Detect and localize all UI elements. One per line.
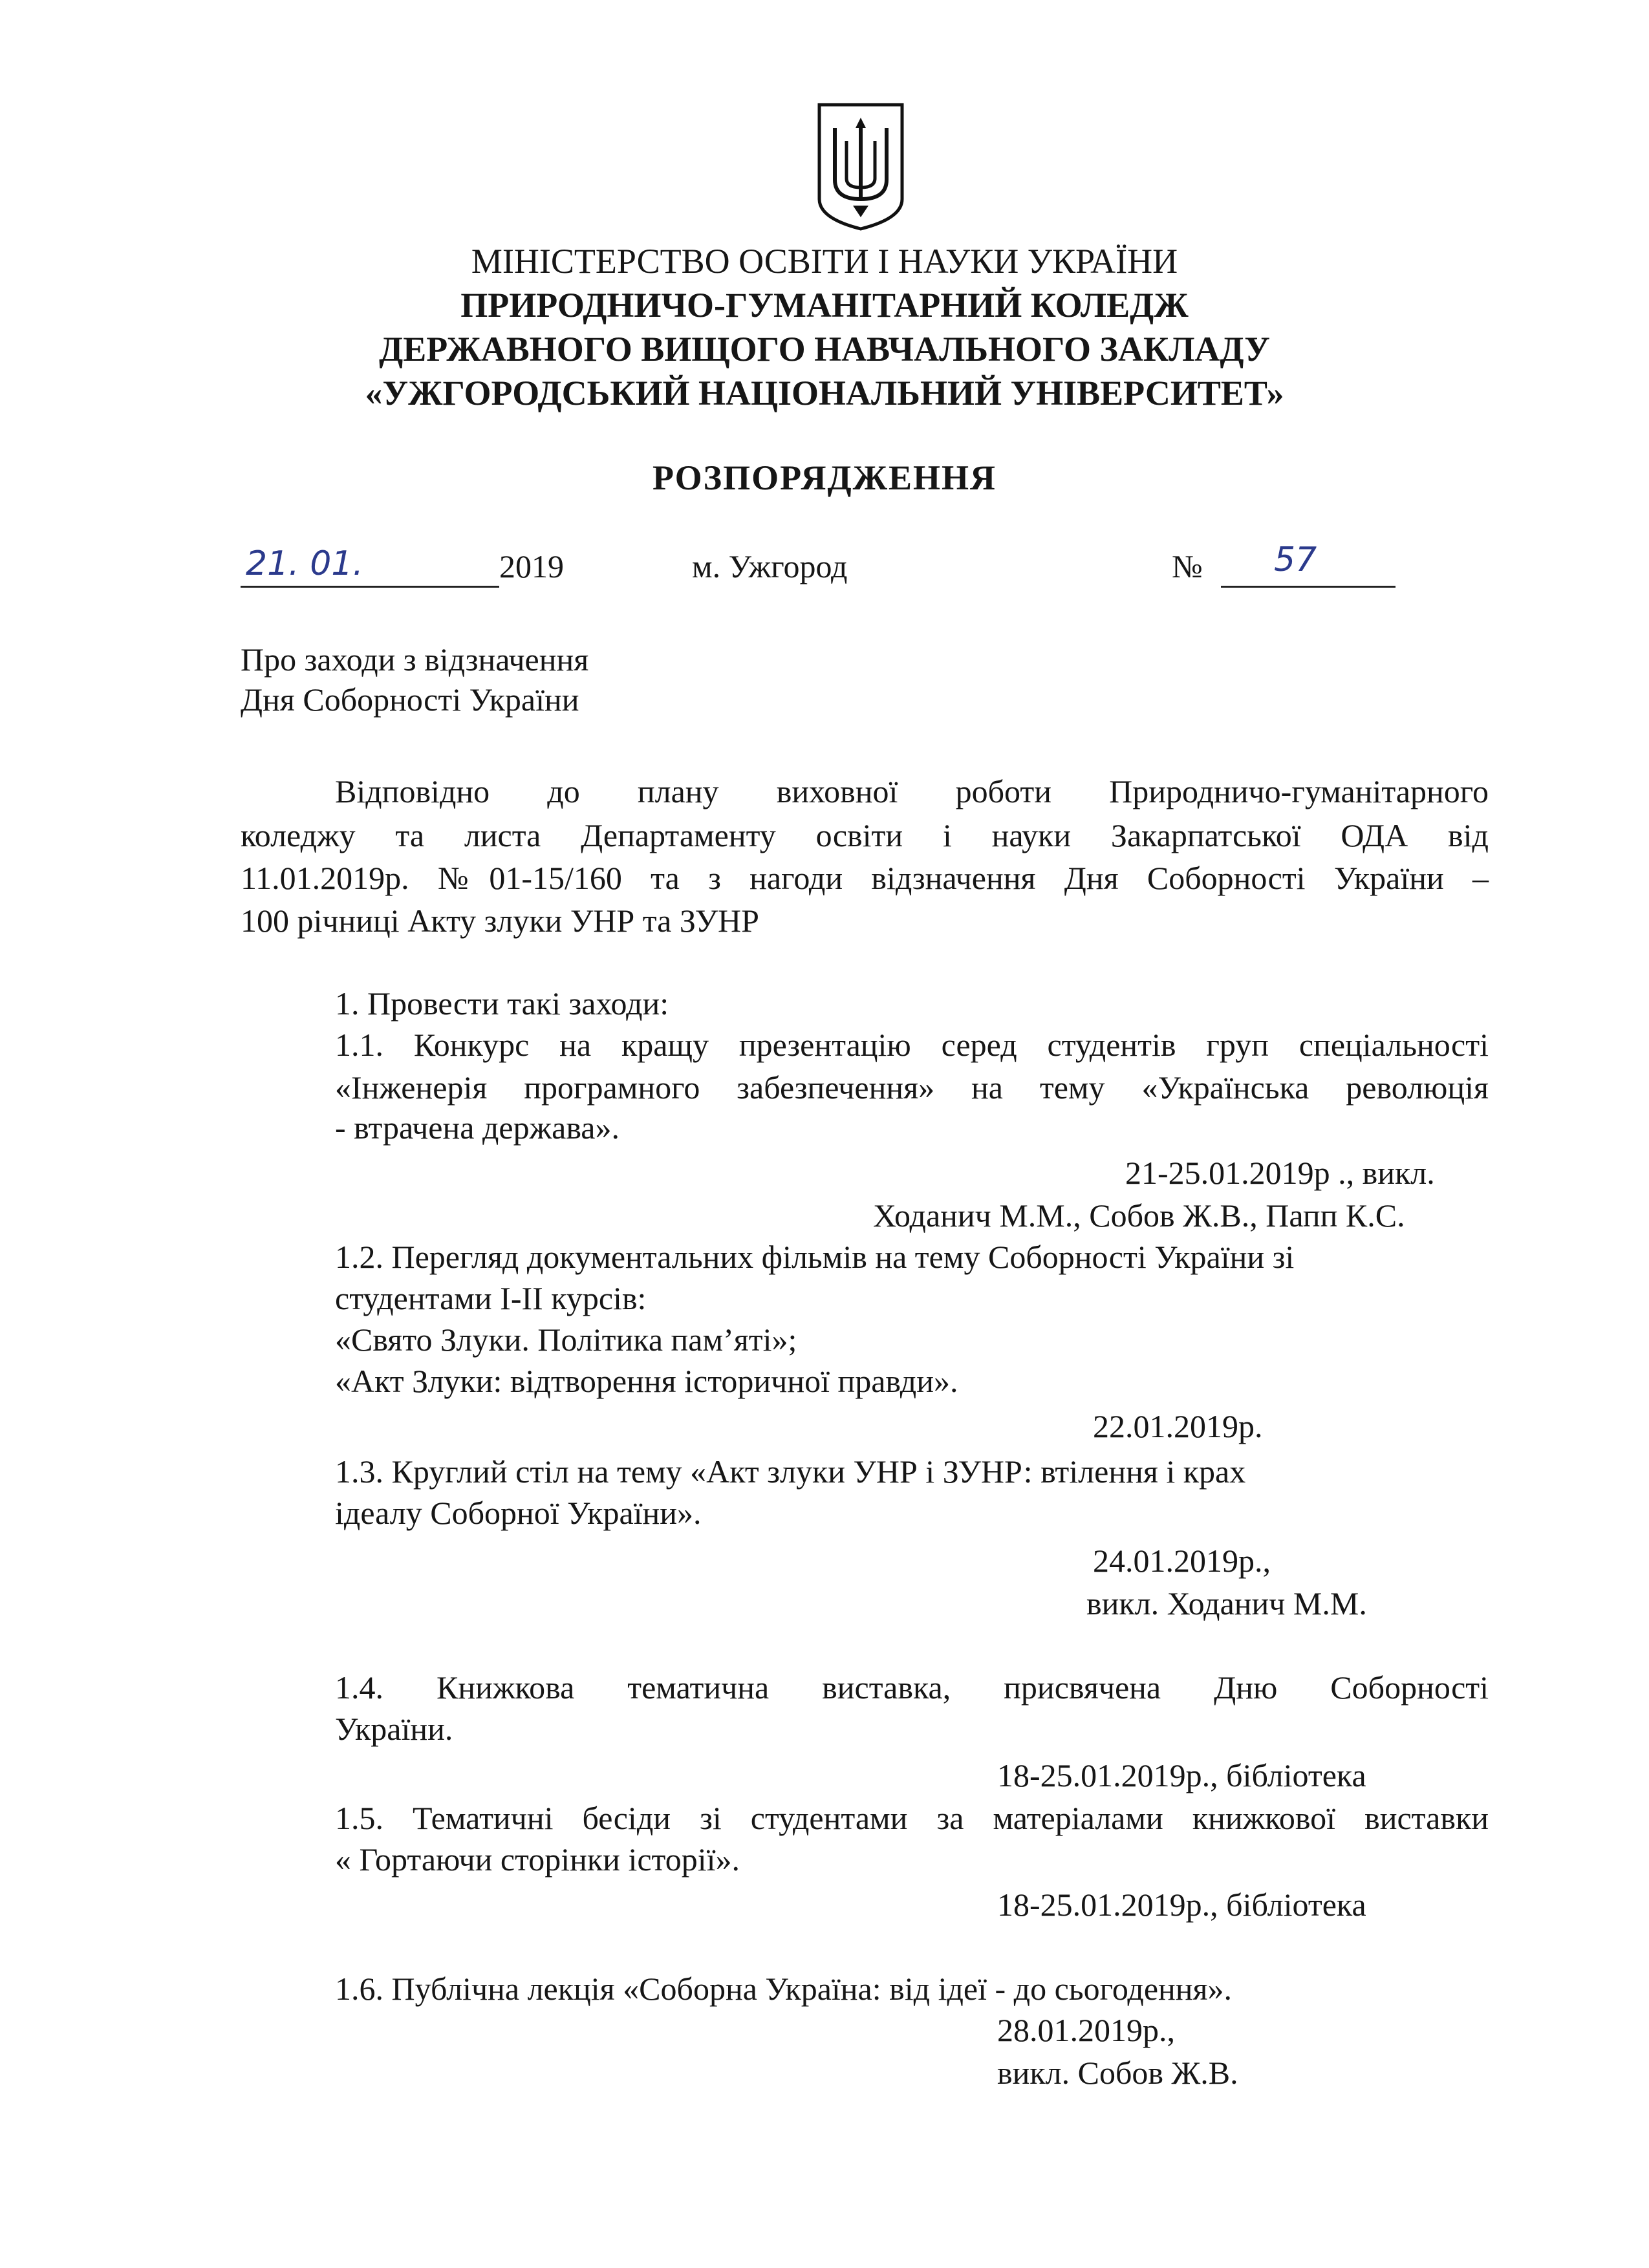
college-name-line-3: «УЖГОРОДСЬКИЙ НАЦІОНАЛЬНИЙ УНІВЕРСИТЕТ»	[365, 374, 1284, 412]
ministry-name: МІНІСТЕРСТВО ОСВІТИ І НАУКИ УКРАЇНИ	[471, 242, 1178, 281]
subject-line-1: Про заходи з відзначення	[241, 641, 589, 678]
item-1-6-responsible: викл. Собов Ж.В.	[997, 2055, 1238, 2091]
number-label: №	[1172, 548, 1203, 584]
preamble-line-3: 11.01.2019р. №01-15/160 та з нагоди відзначення Дня Соборності України –	[241, 860, 1489, 896]
subject-line-2: Дня Соборності України	[241, 681, 579, 718]
item-1-1-responsible: Ходанич М.М., Собов Ж.В., Папп К.С.	[873, 1197, 1405, 1234]
item-1-4-line-2: України.	[335, 1711, 453, 1747]
item-1-3-responsible: викл. Ходанич М.М.	[1086, 1585, 1367, 1621]
item-1-6-dates: 28.01.2019р.,	[997, 2012, 1175, 2048]
preamble-line-4: 100 річниці Акту злуки УНР та ЗУНР	[241, 903, 759, 939]
item-1-2-line-1: 1.2. Перегляд документальних фільмів на тему Соборності України зі	[335, 1239, 1295, 1275]
trident-coat-of-arms-icon	[815, 102, 906, 231]
item-1-3-line-2: ідеалу Соборної України».	[335, 1495, 702, 1531]
item-1-2-line-4: «Акт Злуки: відтворення історичної правди».	[335, 1363, 958, 1399]
item-1-3-dates: 24.01.2019р.,	[1093, 1543, 1271, 1579]
item-1-2-line-3: «Свято Злуки. Політика пам’яті»;	[335, 1321, 797, 1358]
city: м. Ужгород	[692, 548, 848, 584]
handwritten-number: 57	[1274, 540, 1317, 579]
item-1-heading: 1. Провести такі заходи:	[335, 985, 669, 1022]
preamble-line-2: коледжу та листа Департаменту освіти і науки Закарпатської ОДА від	[241, 817, 1489, 853]
preamble-line-1: Відповідно до плану виховної роботи Природничо-гуманітарного	[335, 773, 1489, 809]
item-1-6-line-1: 1.6. Публічна лекція «Соборна Україна: від ідеї - до сьогодення».	[335, 1971, 1233, 2007]
item-1-5-dates: 18-25.01.2019р., бібліотека	[997, 1887, 1366, 1923]
item-1-1-dates: 21-25.01.2019р ., викл.	[1125, 1155, 1435, 1191]
item-1-3-line-1: 1.3. Круглий стіл на тему «Акт злуки УНР і ЗУНР: втілення і крах	[335, 1453, 1246, 1490]
college-name-line-2: ДЕРЖАВНОГО ВИЩОГО НАВЧАЛЬНОГО ЗАКЛАДУ	[379, 330, 1270, 369]
item-1-2-line-2: студентами І-ІІ курсів:	[335, 1280, 647, 1316]
item-1-4-dates: 18-25.01.2019р., бібліотека	[997, 1757, 1366, 1793]
item-1-1-line-3: - втрачена держава».	[335, 1109, 620, 1146]
date-year: 2019	[499, 548, 564, 584]
document-title: РОЗПОРЯДЖЕННЯ	[652, 458, 997, 497]
item-1-4-line-1: 1.4. Книжкова тематична виставка, присвячена Дню Соборності	[335, 1669, 1489, 1706]
item-1-1-line-1: 1.1. Конкурс на кращу презентацію серед студентів груп спеціальності	[335, 1027, 1489, 1063]
item-1-5-line-2: « Гортаючи сторінки історії».	[335, 1841, 740, 1878]
date-underline	[241, 586, 499, 588]
item-1-1-line-2: «Інженерія програмного забезпечення» на тему «Українська революція	[335, 1069, 1489, 1106]
item-1-5-line-1: 1.5. Тематичні бесіди зі студентами за матеріалами книжкової виставки	[335, 1800, 1489, 1836]
item-1-2-dates: 22.01.2019р.	[1093, 1408, 1263, 1444]
college-name-line-1: ПРИРОДНИЧО-ГУМАНІТАРНИЙ КОЛЕДЖ	[460, 286, 1189, 325]
number-underline	[1221, 586, 1396, 588]
handwritten-date: 21. 01.	[246, 544, 363, 583]
